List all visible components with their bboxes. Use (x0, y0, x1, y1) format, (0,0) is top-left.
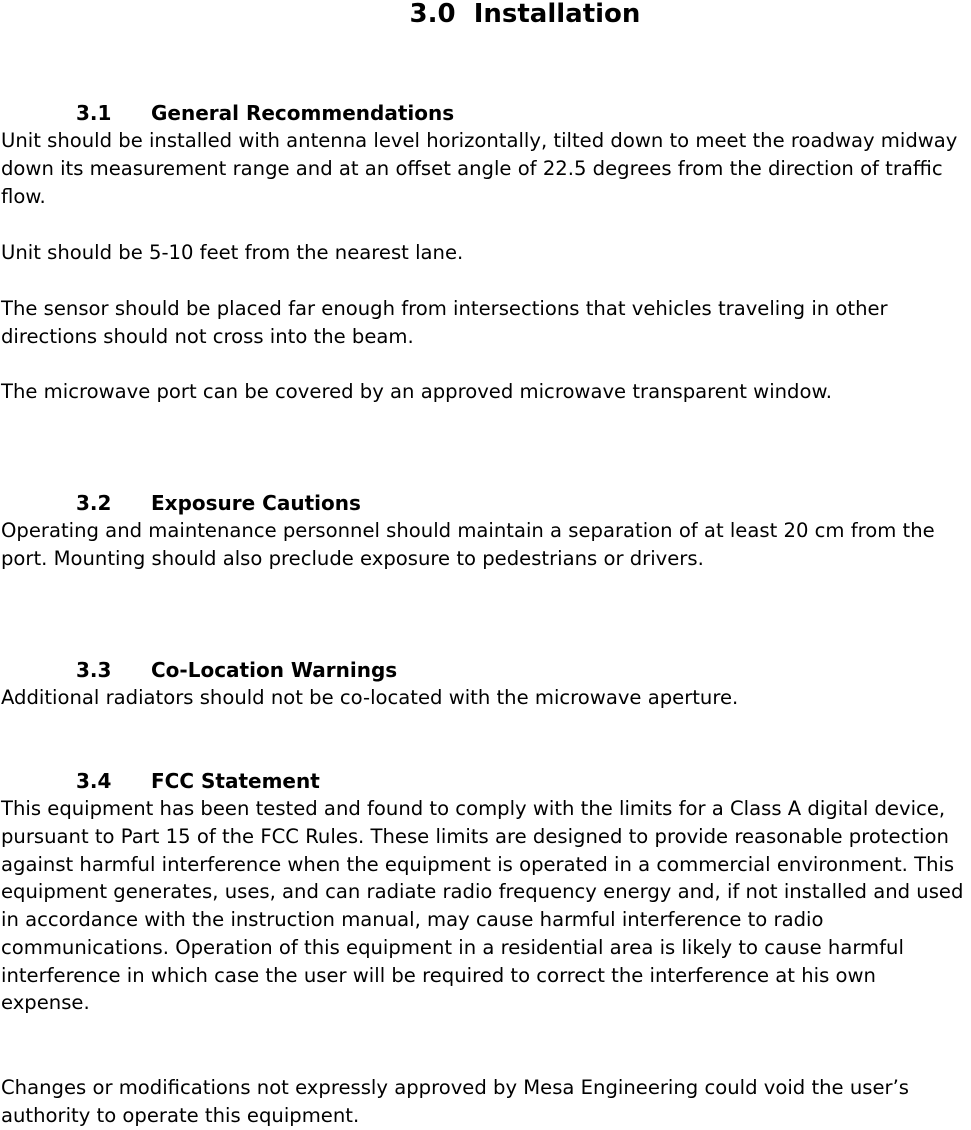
section-number: 3.4 (76, 769, 112, 793)
section-heading-general-recommendations (76, 101, 454, 125)
section-number: 3.1 (76, 101, 112, 125)
section-number: 3.3 (76, 658, 112, 682)
section-title: General Recommendations (151, 101, 455, 125)
paragraph: The sensor should be placed far enough from intersections that vehicles traveling in other directions should not cross into the beam. (1, 297, 888, 348)
paragraph: Additional radiators should not be co-located with the microwave aperture. (1, 686, 739, 709)
section-number: 3.2 (76, 491, 112, 515)
section-title: Co-Location Warnings (151, 658, 398, 682)
section-heading-exposure-cautions (76, 491, 361, 515)
paragraph: Changes or modifications not expressly approved by Mesa Engineering could void the user’s authority to operate this equipment. (1, 1076, 909, 1127)
paragraph: Unit should be installed with antenna level horizontally, tilted down to meet the roadway midway down its measurement range and at an offset angle of 22.5 degrees from the direction of traffic flow. (1, 129, 958, 208)
paragraph: The microwave port can be covered by an approved microwave transparent window. (1, 380, 832, 403)
section-heading-fcc-statement (76, 769, 320, 793)
paragraph: Operating and maintenance personnel should maintain a separation of at least 20 cm from the port. Mounting should also preclude exposure to pedestrians or drivers. (1, 519, 935, 570)
section-title: FCC Statement (151, 769, 320, 793)
paragraph: Unit should be 5-10 feet from the nearest lane. (1, 241, 464, 264)
page-title: 3.0 Installation (409, 0, 641, 29)
section-heading-co-location-warnings (76, 658, 397, 682)
section-title: Exposure Cautions (151, 491, 361, 515)
paragraph: This equipment has been tested and found to comply with the limits for a Class A digital device, pursuant to Part 15 of the FCC Rules. These limits are designed to provide reasonable protection against harmful interference when the equipment is operated in a commercial environment. This equipment generates, uses, and can radiate radio frequency energy and, if not installed and used in accordance with the instruction manual, may cause harmful interference to radio communications. Operation of this equipment in a residential area is likely to cause harmful interference in which case the user will be required to correct the interference at his own expense. (1, 797, 964, 1015)
